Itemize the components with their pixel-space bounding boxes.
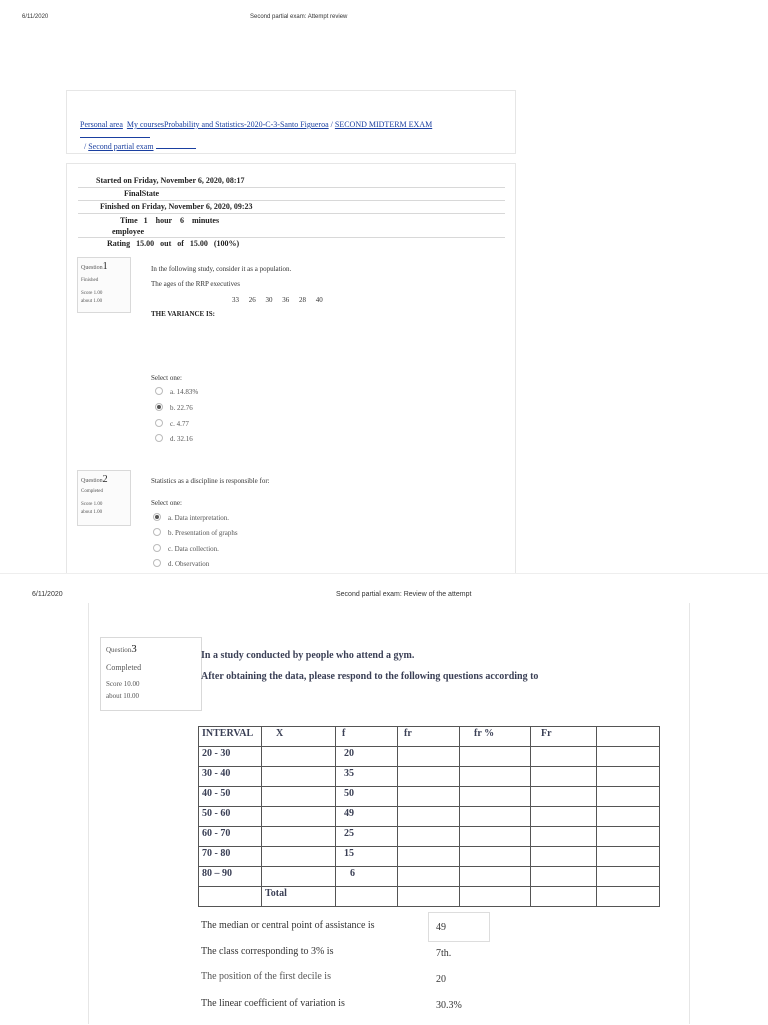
table-total-label: Total — [262, 887, 336, 907]
table-cell: 49 — [336, 807, 398, 827]
table-cell — [262, 847, 336, 867]
answer-3-question: The position of the first decile is — [201, 971, 331, 982]
question-1-text-1: In the following study, consider it as a population. — [151, 265, 292, 273]
page2-title: Second partial exam: Review of the attempt — [336, 591, 472, 598]
radio-icon[interactable] — [153, 528, 161, 536]
table-cell — [398, 887, 460, 907]
table-cell — [531, 887, 597, 907]
question-1-prompt: THE VARIANCE IS: — [151, 310, 215, 318]
summary-started: Started on Friday, November 6, 2020, 08:17 — [78, 176, 505, 188]
table-row — [199, 827, 660, 847]
question-1-number: 1 — [102, 261, 108, 272]
table-cell — [597, 747, 660, 767]
table-cell — [597, 827, 660, 847]
summary-finished: Finished on Friday, November 6, 2020, 09:23 — [78, 202, 505, 214]
summary-time-suffix: employee — [112, 227, 144, 236]
table-cell — [531, 767, 597, 787]
question-1-info — [77, 257, 131, 313]
table-header-cell: INTERVAL — [199, 727, 262, 747]
question-1-text-2: The ages of the RRP executives — [151, 280, 240, 288]
table-cell — [398, 747, 460, 767]
question-2-option-c[interactable] — [153, 545, 219, 553]
radio-icon[interactable] — [155, 434, 163, 442]
table-cell — [531, 827, 597, 847]
radio-icon[interactable] — [153, 544, 161, 552]
question-2-label: Question — [81, 478, 103, 484]
table-header-cell: f — [336, 727, 398, 747]
table-cell — [262, 827, 336, 847]
page1-title: Second partial exam: Attempt review — [250, 14, 348, 20]
table-cell — [398, 847, 460, 867]
question-3-number: 3 — [131, 643, 137, 655]
question-1-option-b[interactable] — [155, 404, 193, 412]
question-1-option-d[interactable] — [155, 435, 193, 443]
question-3-score: Score 10.00 — [106, 680, 140, 688]
table-cell: 35 — [336, 767, 398, 787]
question-2-option-d[interactable] — [153, 560, 209, 568]
table-cell — [262, 807, 336, 827]
table-cell — [199, 887, 262, 907]
table-cell — [597, 867, 660, 887]
answer-1-question: The median or central point of assistance is — [201, 920, 375, 931]
table-cell — [597, 787, 660, 807]
table-cell — [597, 767, 660, 787]
table-cell — [597, 887, 660, 907]
table-cell: 50 - 60 — [199, 807, 262, 827]
breadcrumb-separator: / — [330, 120, 333, 129]
table-cell — [460, 767, 531, 787]
table-row — [199, 787, 660, 807]
page2-date: 6/11/2020 — [32, 591, 63, 598]
table-cell — [262, 767, 336, 787]
question-1-option-c[interactable] — [155, 420, 189, 428]
summary-rating: Rating 15.00 out of 15.00 (100%) — [107, 239, 240, 248]
table-cell — [531, 847, 597, 867]
table-cell: 70 - 80 — [199, 847, 262, 867]
table-cell — [398, 807, 460, 827]
table-header-cell: Fr — [531, 727, 597, 747]
question-2-score: Score 1.00 — [81, 502, 103, 507]
breadcrumb-my-courses[interactable]: My courses — [126, 120, 164, 129]
table-cell: 20 — [336, 747, 398, 767]
question-2-option-b[interactable] — [153, 529, 238, 537]
question-1-select-label: Select one: — [151, 374, 182, 382]
table-cell — [398, 827, 460, 847]
table-cell — [597, 847, 660, 867]
table-header-row — [199, 727, 660, 747]
question-1-option-c-label: c. 4.77 — [170, 420, 189, 428]
table-cell — [531, 807, 597, 827]
table-cell: 6 — [336, 867, 398, 887]
question-1-status: Finished — [81, 278, 99, 283]
table-cell — [262, 867, 336, 887]
question-2-option-c-label: c. Data collection. — [168, 545, 219, 553]
question-2-option-a-label: a. Data interpretation. — [168, 514, 230, 522]
table-header-cell: fr — [398, 727, 460, 747]
table-row — [199, 767, 660, 787]
radio-selected-icon[interactable] — [155, 403, 163, 411]
question-1-option-a[interactable] — [155, 388, 198, 396]
question-3-status: Completed — [106, 663, 142, 672]
question-3-about: about 10.00 — [106, 692, 140, 700]
question-3-info — [100, 637, 202, 711]
table-cell — [398, 867, 460, 887]
question-2-status: Completed — [81, 489, 103, 494]
table-cell: 40 - 50 — [199, 787, 262, 807]
table-header-cell — [597, 727, 660, 747]
table-cell: 30 - 40 — [199, 767, 262, 787]
breadcrumb-underline-2 — [156, 148, 196, 149]
radio-icon[interactable] — [155, 387, 163, 395]
table-cell: 50 — [336, 787, 398, 807]
table-cell: 60 - 70 — [199, 827, 262, 847]
question-2-info — [77, 470, 131, 526]
question-2-option-b-label: b. Presentation of graphs — [168, 529, 238, 537]
table-cell: 15 — [336, 847, 398, 867]
radio-icon[interactable] — [153, 559, 161, 567]
answer-2-value: 7th. — [436, 948, 452, 959]
table-cell — [262, 787, 336, 807]
summary-time — [78, 215, 505, 238]
table-cell: 20 - 30 — [199, 747, 262, 767]
question-2-option-d-label: d. Observation — [168, 560, 210, 568]
table-cell — [460, 787, 531, 807]
table-row — [199, 807, 660, 827]
table-cell — [531, 747, 597, 767]
table-total-row — [199, 887, 660, 907]
table-cell — [531, 787, 597, 807]
answer-2-question: The class corresponding to 3% is — [201, 946, 334, 957]
summary-state: FinalState — [78, 189, 505, 201]
table-cell — [398, 787, 460, 807]
question-2-select-label: Select one: — [151, 499, 182, 507]
table-cell — [460, 867, 531, 887]
question-1-about: about 1.00 — [81, 299, 103, 304]
question-1-score: Score 1.00 — [81, 291, 103, 296]
table-cell — [262, 747, 336, 767]
summary-time-value: 1 hour 6 minutes — [143, 216, 220, 225]
table-cell: 25 — [336, 827, 398, 847]
question-2-text: Statistics as a discipline is responsible for: — [151, 477, 270, 485]
question-1-label: Question — [81, 265, 103, 271]
table-cell — [460, 747, 531, 767]
table-cell — [398, 767, 460, 787]
breadcrumb-exam[interactable]: Second partial exam — [88, 142, 154, 151]
radio-selected-icon[interactable] — [153, 513, 161, 521]
breadcrumb-midterm[interactable]: SECOND MIDTERM EXAM — [334, 120, 433, 129]
breadcrumb-course[interactable]: Probability and Statistics-2020-C-3-Santo Figueroa — [163, 120, 329, 129]
question-1-option-d-label: d. 32.16 — [170, 435, 193, 443]
summary-time-label: Time — [120, 216, 138, 225]
radio-icon[interactable] — [155, 419, 163, 427]
table-cell — [460, 827, 531, 847]
question-3-label: Question — [106, 646, 132, 654]
table-header-cell: fr % — [460, 727, 531, 747]
answer-3-value: 20 — [436, 974, 446, 985]
answer-4-question: The linear coefficient of variation is — [201, 998, 345, 1009]
frequency-table — [198, 726, 660, 907]
table-row — [199, 867, 660, 887]
question-1-option-b-label: b. 22.76 — [170, 404, 193, 412]
answer-1-value: 49 — [436, 922, 446, 933]
question-3-text-1: In a study conducted by people who attend a gym. — [201, 650, 415, 661]
table-cell — [336, 887, 398, 907]
table-cell — [460, 887, 531, 907]
table-header-cell: X — [262, 727, 336, 747]
breadcrumb-separator-2: / — [84, 142, 87, 151]
question-2-number: 2 — [102, 474, 108, 485]
question-3-text-2: After obtaining the data, please respond to the following questions according to — [201, 671, 539, 682]
breadcrumb-personal-area[interactable]: Personal area — [80, 120, 123, 129]
question-1-ages: 33 26 30 36 28 40 — [232, 296, 323, 304]
breadcrumb-underline — [80, 137, 150, 138]
table-row — [199, 747, 660, 767]
table-cell — [460, 847, 531, 867]
question-2-option-a[interactable] — [153, 514, 229, 522]
table-cell — [460, 807, 531, 827]
page1-date: 6/11/2020 — [22, 14, 49, 20]
question-1-option-a-label: a. 14.83% — [170, 388, 199, 396]
breadcrumb — [80, 119, 500, 152]
answer-4-value: 30.3% — [436, 1000, 462, 1011]
table-row — [199, 847, 660, 867]
table-cell: 80 – 90 — [199, 867, 262, 887]
table-cell — [597, 807, 660, 827]
question-2-about: about 1.00 — [81, 510, 103, 515]
table-cell — [531, 867, 597, 887]
